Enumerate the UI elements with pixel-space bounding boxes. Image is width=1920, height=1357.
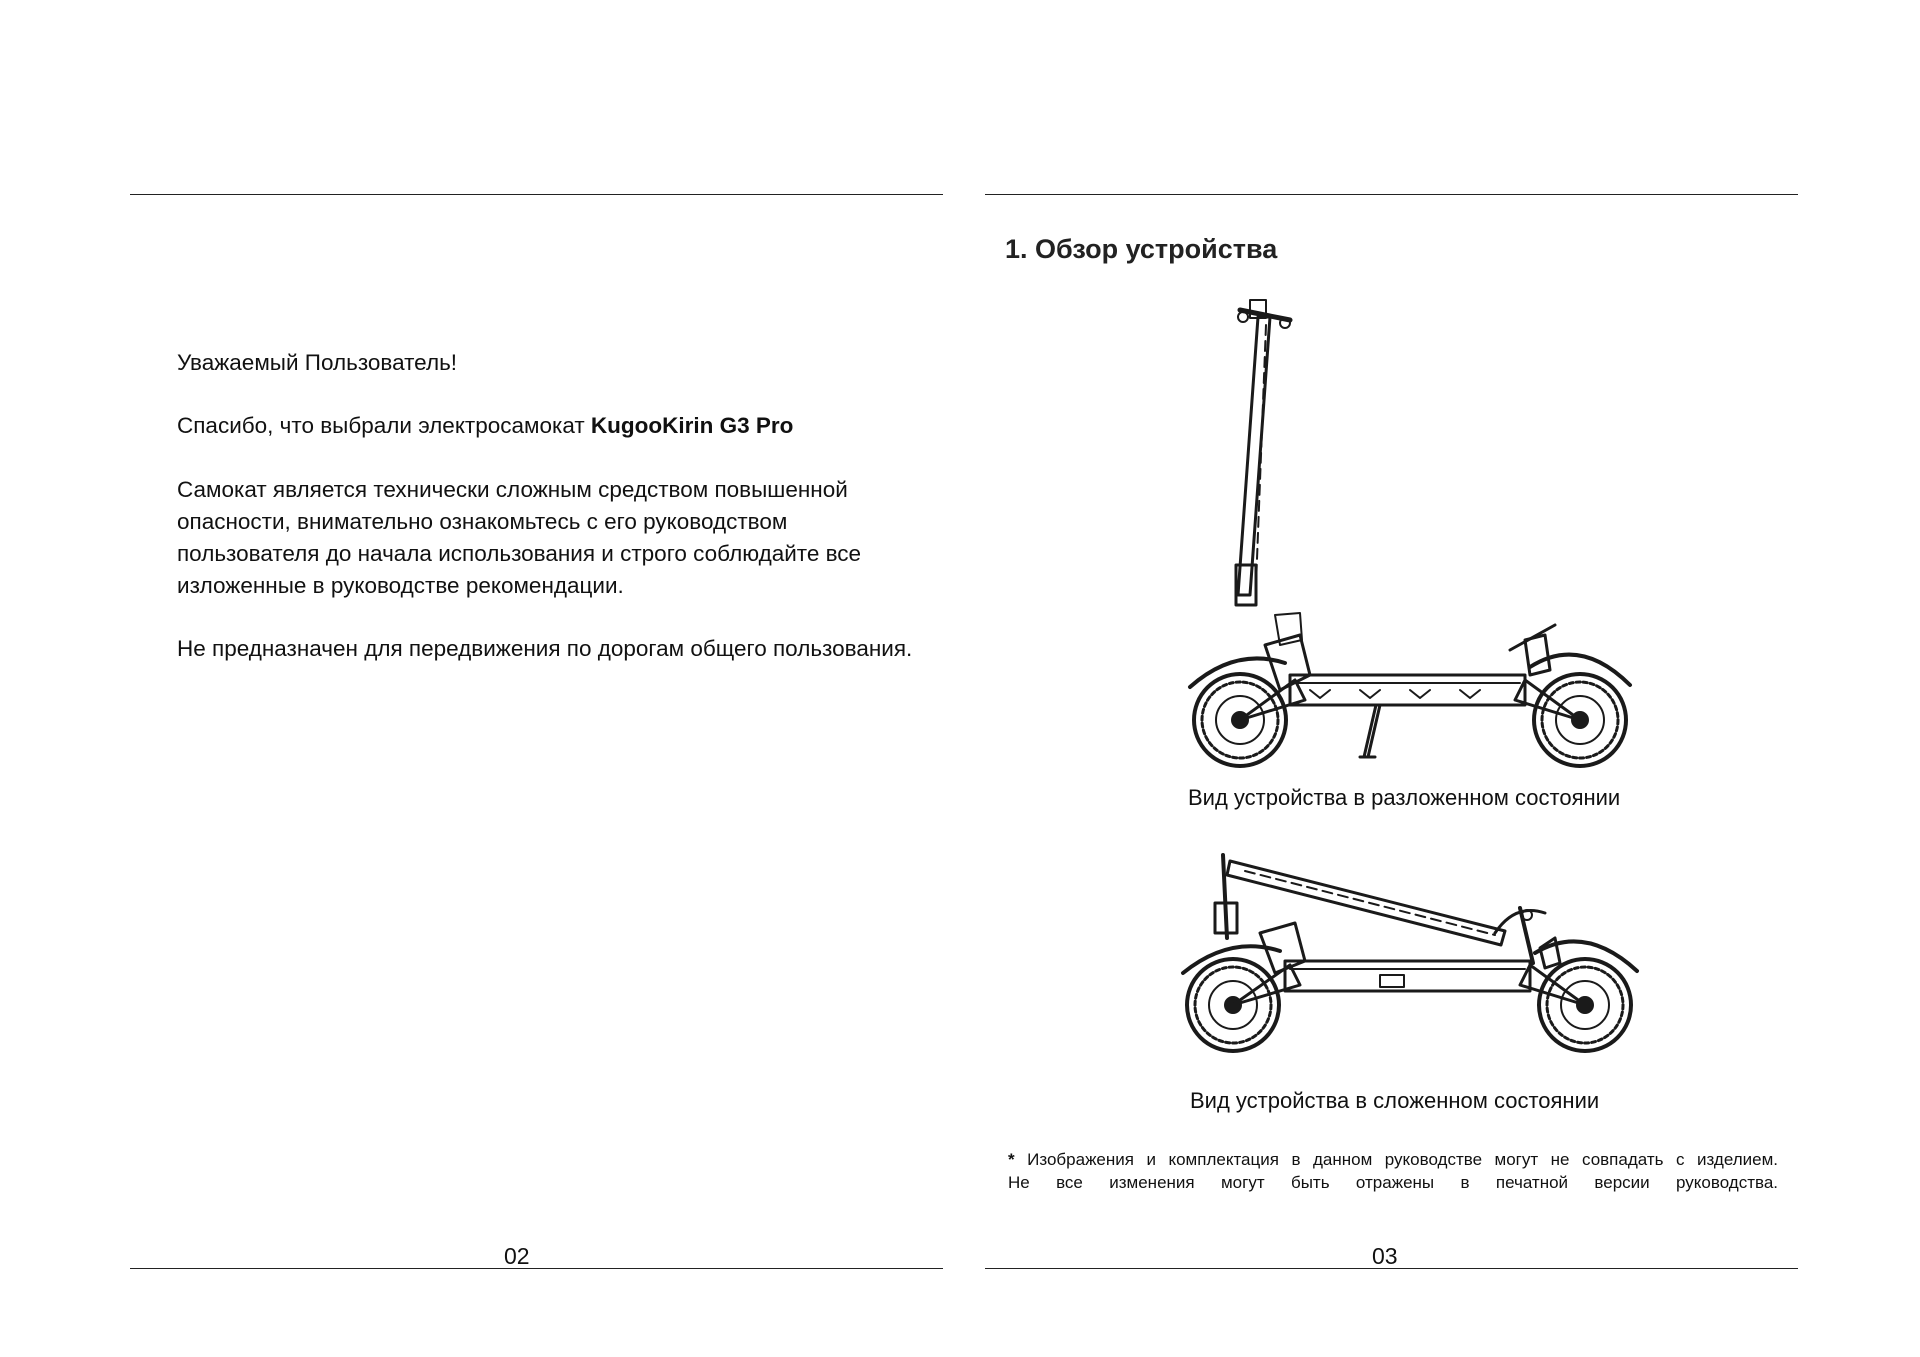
warning-paragraph [177,474,861,602]
image-disclaimer-note [1008,1148,1778,1194]
note-line-1 [1008,1148,1778,1171]
note-text-1: Изображения и комплектация в данном руководстве могут не совпадать с изделием. [1027,1150,1778,1169]
caption-unfolded: Вид устройства в разложенном состоянии [1188,785,1621,810]
road-disclaimer: Не предназначен для передвижения по дорогам общего пользования. [177,636,913,661]
scooter-folded-illustration [1175,843,1645,1063]
deck [1290,675,1525,705]
right-top-rule [985,194,1798,195]
left-bottom-rule [130,1268,943,1269]
warning-line: пользователя до начала использования и строго соблюдайте все [177,541,862,566]
section-title: 1. Обзор устройства [1005,234,1278,264]
note-asterisk: * [1008,1150,1015,1169]
folded-stem [1215,855,1505,945]
deck [1285,961,1530,991]
product-name: KugooKirin G3 Pro [590,413,794,438]
caption-folded: Вид устройства в сложенном состоянии [1190,1088,1600,1113]
note-line-2: Не все изменения могут быть отражены в печатной версии руководства. [1008,1173,1778,1192]
kickstand [1360,705,1380,757]
thanks-prefix: Спасибо, что выбрали электросамокат [177,413,591,438]
steering-stem [1236,317,1270,605]
warning-line: изложенные в руководстве рекомендации. [177,573,624,598]
page-number-left: 02 [504,1243,530,1269]
thanks-line [177,410,793,442]
warning-line: опасности, внимательно ознакомьтесь с его руководством [177,509,788,534]
rear-suspension [1260,923,1305,973]
warning-line: Самокат является технически сложным средством повышенной [177,477,848,502]
greeting: Уважаемый Пользователь! [177,350,458,375]
handlebar [1238,300,1290,328]
scooter-unfolded-illustration [1180,295,1640,775]
left-top-rule [130,194,943,195]
page-number-right: 03 [1372,1243,1398,1269]
